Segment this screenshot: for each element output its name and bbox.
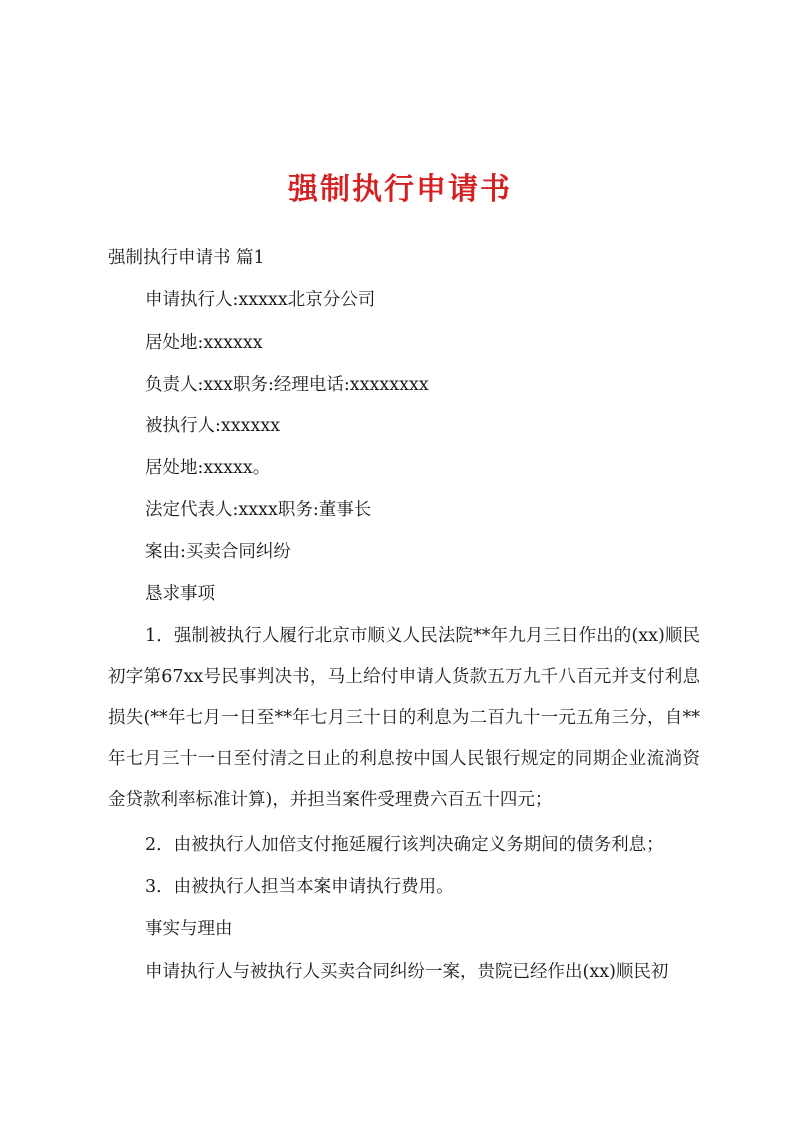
- request-item-1: 1．强制被执行人履行北京市顺义人民法院**年九月三日作出的(xx)顺民初字第67xx号民事判决书，马上给付申请人货款五万九千八百元并支付利息损失(**年七月一日至**年七月三十日的利息为二百九十一元五角三分，自**年七月三十一日至付清之日止的利息按中国人民银行规定的同期企业流淌资金贷款利率标准计算)，并担当案件受理费六百五十四元；: [108, 626, 700, 810]
- request-item-3: 3．由被执行人担当本案申请执行费用。: [145, 877, 454, 897]
- respondent-line: 被执行人:xxxxxx: [145, 416, 281, 436]
- request-item-2: 2．由被执行人加倍支付拖延履行该判决确定义务期间的债务利息；: [145, 835, 664, 855]
- respondent-address-line: 居处地:xxxxx。: [145, 458, 271, 478]
- case-cause-line: 案由:买卖合同纠纷: [145, 542, 291, 562]
- applicant-address-line: 居处地:xxxxxx: [145, 333, 263, 353]
- person-in-charge-line: 负责人:xxx职务:经理电话:xxxxxxxx: [145, 375, 429, 395]
- facts-heading: 事实与理由: [145, 919, 233, 939]
- legal-representative-line: 法定代表人:xxxx职务:董事长: [145, 500, 372, 520]
- facts-paragraph: 申请执行人与被执行人买卖合同纠纷一案，贵院已经作出(xx)顺民初: [145, 962, 669, 982]
- section-heading: 强制执行申请书 篇1: [108, 248, 265, 268]
- document-title: 强制执行申请书: [288, 172, 512, 207]
- applicant-line: 申请执行人:xxxxx北京分公司: [145, 290, 376, 310]
- requests-heading: 恳求事项: [145, 584, 215, 604]
